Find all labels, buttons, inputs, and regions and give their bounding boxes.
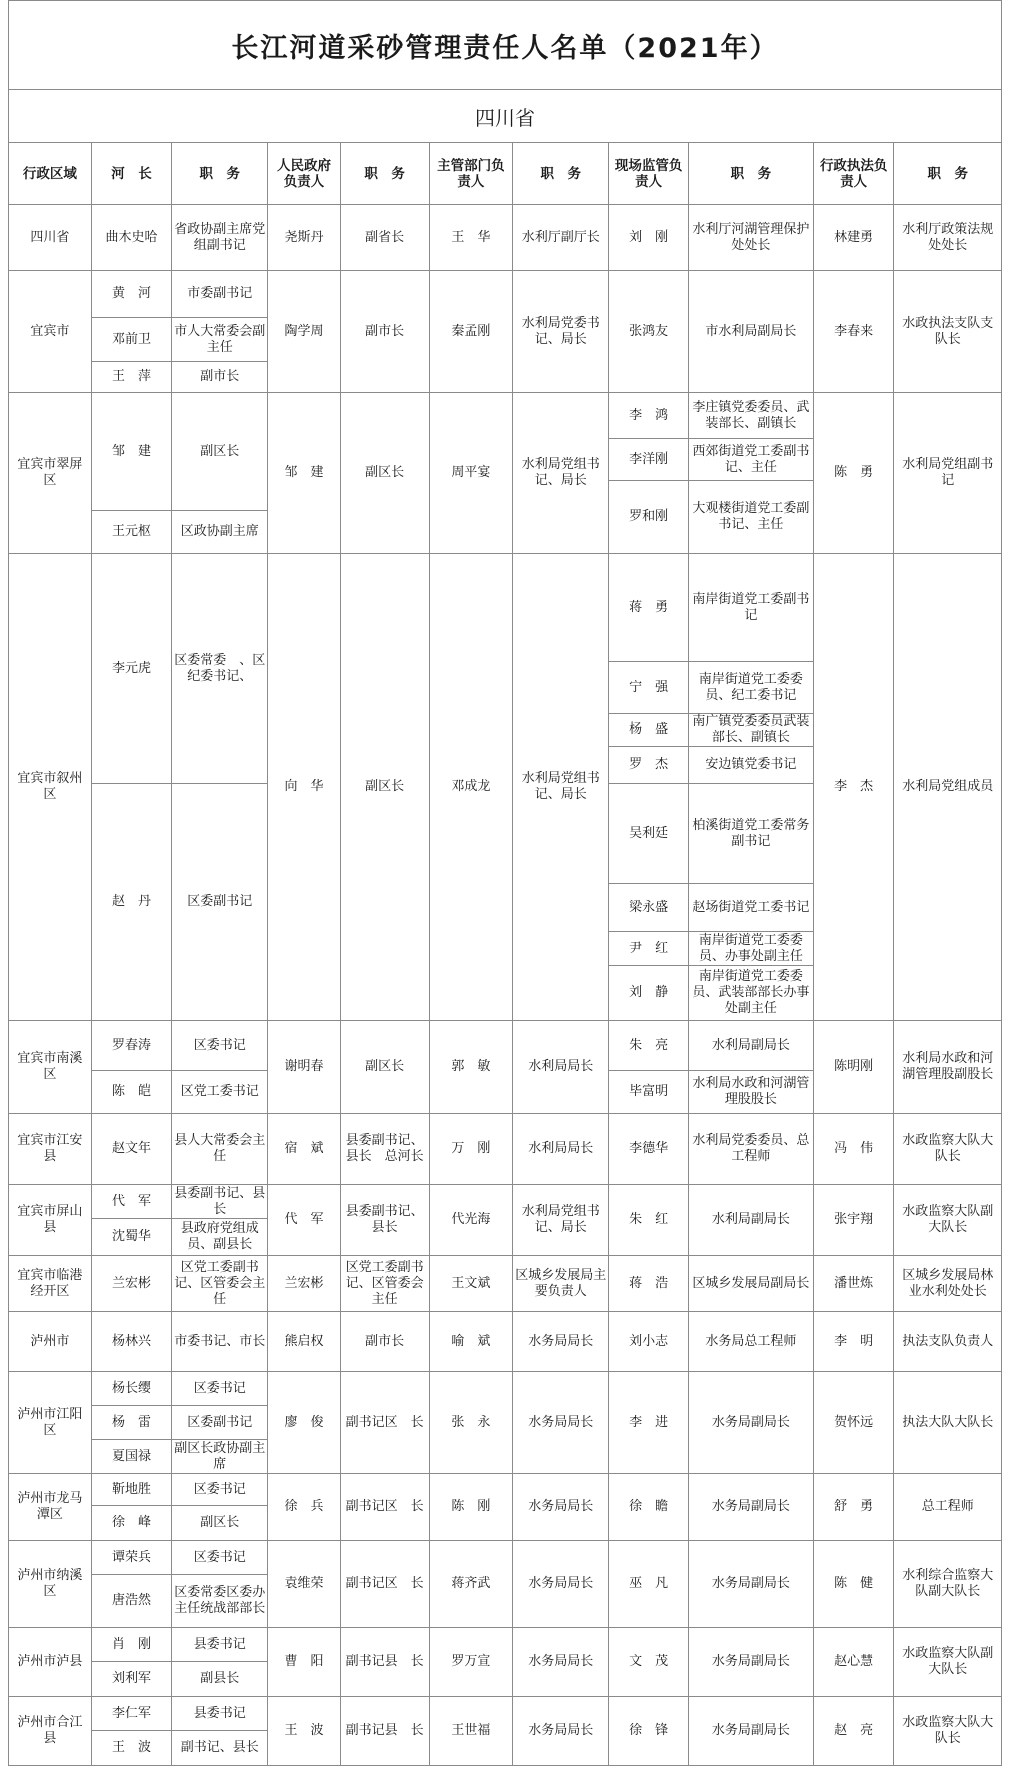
- dept-leader-title-cell: 水利局党组书记、局长: [513, 1185, 609, 1256]
- dept-leader-title-cell: 水利局党组书记、局长: [513, 554, 609, 1021]
- law-enforcement-name-cell: 赵心慧: [813, 1628, 894, 1697]
- page-title: 长江河道采砂管理责任人名单（2021年）: [8, 0, 1002, 89]
- site-supervisor-title-cell: 水务局副局长: [688, 1697, 813, 1766]
- site-supervisor-title-cell: 水利厅河湖管理保护处处长: [688, 205, 813, 271]
- law-enforcement-title-cell: 水政监察大队副大队长: [894, 1185, 1002, 1256]
- dept-leader-title-cell: 水利局局长: [513, 1021, 609, 1114]
- site-supervisor-title-cell: 大观楼街道党工委副书记、主任: [688, 481, 813, 554]
- gov-leader-name-cell: 陶学周: [268, 271, 340, 393]
- law-enforcement-title-cell: 水政执法支队支队长: [894, 271, 1002, 393]
- law-enforcement-title-cell: 水利厅政策法规处处长: [894, 205, 1002, 271]
- gov-leader-name-cell: 袁维荣: [268, 1541, 340, 1628]
- region-name-cell: 泸州市: [9, 1312, 92, 1372]
- site-supervisor-title-cell: 水务局副局长: [688, 1541, 813, 1628]
- site-supervisor-title-cell: 区城乡发展局副局长: [688, 1256, 813, 1312]
- site-supervisor-title-cell: 水务局副局长: [688, 1628, 813, 1697]
- river-chief-name-cell: 邹 建: [91, 393, 172, 511]
- river-chief-title-cell: 区委书记: [172, 1372, 268, 1406]
- law-enforcement-title-cell: 执法大队大队长: [894, 1372, 1002, 1474]
- dept-leader-title-cell: 水务局局长: [513, 1372, 609, 1474]
- gov-leader-title-cell: 副区长: [340, 554, 429, 1021]
- gov-leader-title-cell: 副省长: [340, 205, 429, 271]
- river-chief-title-cell: 副区长: [172, 1506, 268, 1541]
- site-supervisor-name-cell: 李 鸿: [609, 393, 689, 439]
- dept-leader-name-cell: 陈 刚: [429, 1474, 513, 1541]
- site-supervisor-name-cell: 罗和刚: [609, 481, 689, 554]
- site-supervisor-name-cell: 蒋 浩: [609, 1256, 689, 1312]
- law-enforcement-name-cell: 李 杰: [813, 554, 894, 1021]
- gov-leader-title-cell: 副市长: [340, 271, 429, 393]
- site-supervisor-name-cell: 杨 盛: [609, 714, 689, 747]
- region-name-cell: 宜宾市屏山县: [9, 1185, 92, 1256]
- gov-leader-name-cell: 向 华: [268, 554, 340, 1021]
- header-row: [9, 143, 1002, 205]
- dept-leader-title-cell: 水务局局长: [513, 1541, 609, 1628]
- site-supervisor-title-cell: 南广镇党委委员武装部长、副镇长: [688, 714, 813, 747]
- gov-leader-title-cell: 副书记区 长: [340, 1474, 429, 1541]
- law-enforcement-title-cell: 水利局党组副书记: [894, 393, 1002, 554]
- gov-leader-name-cell: 宿 斌: [268, 1114, 340, 1185]
- river-chief-title-cell: 市委书记、市长: [172, 1312, 268, 1372]
- dept-leader-title-cell: 区城乡发展局主要负责人: [513, 1256, 609, 1312]
- law-enforcement-name-cell: 舒 勇: [813, 1474, 894, 1541]
- river-chief-title-cell: 区党工委副书记、区管委会主任: [172, 1256, 268, 1312]
- site-supervisor-name-cell: 徐 瞻: [609, 1474, 689, 1541]
- header-cell: 现场监管负责人: [609, 143, 689, 205]
- law-enforcement-title-cell: 执法支队负责人: [894, 1312, 1002, 1372]
- site-supervisor-name-cell: 文 茂: [609, 1628, 689, 1697]
- header-cell: 职 务: [513, 143, 609, 205]
- dept-leader-name-cell: 邓成龙: [429, 554, 513, 1021]
- law-enforcement-title-cell: 水利局党组成员: [894, 554, 1002, 1021]
- region-name-cell: 宜宾市叙州区: [9, 554, 92, 1021]
- river-chief-name-cell: 徐 峰: [91, 1506, 172, 1541]
- site-supervisor-name-cell: 罗 杰: [609, 747, 689, 784]
- law-enforcement-name-cell: 贺怀远: [813, 1372, 894, 1474]
- province-heading: 四川省: [8, 89, 1002, 142]
- gov-leader-name-cell: 谢明春: [268, 1021, 340, 1114]
- river-chief-title-cell: 市人大常委会副主任: [172, 318, 268, 362]
- region-name-cell: 泸州市泸县: [9, 1628, 92, 1697]
- dept-leader-name-cell: 蒋齐武: [429, 1541, 513, 1628]
- header-cell: 职 务: [688, 143, 813, 205]
- law-enforcement-name-cell: 陈 健: [813, 1541, 894, 1628]
- responsibility-table: [8, 142, 1002, 1766]
- site-supervisor-name-cell: 刘 静: [609, 966, 689, 1021]
- river-chief-title-cell: 县人大常委会主任: [172, 1114, 268, 1185]
- table-row: [9, 1256, 1002, 1312]
- site-supervisor-title-cell: 水利局副局长: [688, 1021, 813, 1071]
- law-enforcement-name-cell: 张宇翔: [813, 1185, 894, 1256]
- region-name-cell: 宜宾市翠屏区: [9, 393, 92, 554]
- site-supervisor-name-cell: 徐 锋: [609, 1697, 689, 1766]
- region-name-cell: 四川省: [9, 205, 92, 271]
- header-cell: 人民政府负责人: [268, 143, 340, 205]
- site-supervisor-title-cell: 李庄镇党委委员、武装部长、副镇长: [688, 393, 813, 439]
- river-chief-name-cell: 靳地胜: [91, 1474, 172, 1506]
- gov-leader-title-cell: 副书记区 长: [340, 1541, 429, 1628]
- table-row: [9, 1185, 1002, 1219]
- site-supervisor-title-cell: 水务局副局长: [688, 1372, 813, 1474]
- river-chief-title-cell: 市委副书记: [172, 271, 268, 318]
- header-cell: 主管部门负责人: [429, 143, 513, 205]
- table-body: [9, 143, 1002, 1766]
- dept-leader-title-cell: 水利局局长: [513, 1114, 609, 1185]
- header-cell: 河 长: [91, 143, 172, 205]
- river-chief-title-cell: 区委副书记: [172, 1406, 268, 1440]
- table-row: [9, 1312, 1002, 1372]
- site-supervisor-title-cell: 南岸街道党工委委员、办事处副主任: [688, 932, 813, 966]
- river-chief-name-cell: 王 萍: [91, 362, 172, 393]
- dept-leader-name-cell: 秦孟刚: [429, 271, 513, 393]
- site-supervisor-title-cell: 水利局党委委员、总工程师: [688, 1114, 813, 1185]
- gov-leader-title-cell: 副书记县 长: [340, 1628, 429, 1697]
- gov-leader-name-cell: 熊启权: [268, 1312, 340, 1372]
- river-chief-name-cell: 夏国禄: [91, 1440, 172, 1474]
- region-name-cell: 宜宾市临港经开区: [9, 1256, 92, 1312]
- header-cell: 职 务: [340, 143, 429, 205]
- region-name-cell: 宜宾市江安县: [9, 1114, 92, 1185]
- dept-leader-name-cell: 王文斌: [429, 1256, 513, 1312]
- dept-leader-name-cell: 喻 斌: [429, 1312, 513, 1372]
- site-supervisor-title-cell: 安边镇党委书记: [688, 747, 813, 784]
- region-name-cell: 泸州市江阳区: [9, 1372, 92, 1474]
- law-enforcement-title-cell: 水利综合监察大队副大队长: [894, 1541, 1002, 1628]
- river-chief-title-cell: 区委书记: [172, 1541, 268, 1575]
- gov-leader-title-cell: 县委副书记、县长 总河长: [340, 1114, 429, 1185]
- river-chief-name-cell: 王 波: [91, 1731, 172, 1766]
- law-enforcement-name-cell: 潘世炼: [813, 1256, 894, 1312]
- table-row: [9, 1021, 1002, 1071]
- law-enforcement-name-cell: 陈明刚: [813, 1021, 894, 1114]
- dept-leader-title-cell: 水利局党委书记、局长: [513, 271, 609, 393]
- river-chief-name-cell: 王元枢: [91, 511, 172, 554]
- gov-leader-title-cell: 区党工委副书记、区管委会主任: [340, 1256, 429, 1312]
- dept-leader-title-cell: 水务局局长: [513, 1697, 609, 1766]
- river-chief-title-cell: 副书记、县长: [172, 1731, 268, 1766]
- gov-leader-title-cell: 副市长: [340, 1312, 429, 1372]
- site-supervisor-name-cell: 蒋 勇: [609, 554, 689, 662]
- site-supervisor-name-cell: 尹 红: [609, 932, 689, 966]
- site-supervisor-name-cell: 吴利廷: [609, 784, 689, 884]
- river-chief-title-cell: 县委书记: [172, 1628, 268, 1662]
- river-chief-title-cell: 区委书记: [172, 1474, 268, 1506]
- law-enforcement-title-cell: 水政监察大队大队长: [894, 1114, 1002, 1185]
- site-supervisor-title-cell: 水务局总工程师: [688, 1312, 813, 1372]
- site-supervisor-title-cell: 市水利局副局长: [688, 271, 813, 393]
- site-supervisor-title-cell: 南岸街道党工委委员、武装部部长办事处副主任: [688, 966, 813, 1021]
- site-supervisor-title-cell: 水务局副局长: [688, 1474, 813, 1541]
- river-chief-name-cell: 赵 丹: [91, 784, 172, 1021]
- river-chief-title-cell: 县委副书记、县长: [172, 1185, 268, 1219]
- table-row: [9, 1372, 1002, 1406]
- law-enforcement-title-cell: 水政监察大队副大队长: [894, 1628, 1002, 1697]
- site-supervisor-name-cell: 梁永盛: [609, 884, 689, 932]
- law-enforcement-title-cell: 水利局水政和河湖管理股副股长: [894, 1021, 1002, 1114]
- river-chief-name-cell: 唐浩然: [91, 1575, 172, 1628]
- dept-leader-name-cell: 郭 敏: [429, 1021, 513, 1114]
- river-chief-title-cell: 区委书记: [172, 1021, 268, 1071]
- gov-leader-title-cell: 副书记县 长: [340, 1697, 429, 1766]
- river-chief-name-cell: 杨林兴: [91, 1312, 172, 1372]
- dept-leader-title-cell: 水利厅副厅长: [513, 205, 609, 271]
- law-enforcement-name-cell: 李春来: [813, 271, 894, 393]
- site-supervisor-name-cell: 巫 凡: [609, 1541, 689, 1628]
- river-chief-name-cell: 代 军: [91, 1185, 172, 1219]
- gov-leader-name-cell: 邹 建: [268, 393, 340, 554]
- law-enforcement-name-cell: 林建勇: [813, 205, 894, 271]
- header-cell: 行政执法负责人: [813, 143, 894, 205]
- table-row: [9, 1114, 1002, 1185]
- river-chief-name-cell: 兰宏彬: [91, 1256, 172, 1312]
- site-supervisor-title-cell: 南岸街道党工委委员、纪工委书记: [688, 662, 813, 714]
- site-supervisor-name-cell: 李洋刚: [609, 439, 689, 481]
- table-row: [9, 554, 1002, 619]
- dept-leader-title-cell: 水务局局长: [513, 1474, 609, 1541]
- header-cell: 职 务: [172, 143, 268, 205]
- river-chief-title-cell: 副市长: [172, 362, 268, 393]
- river-chief-title-cell: 省政协副主席党组副书记: [172, 205, 268, 271]
- river-chief-name-cell: 罗春涛: [91, 1021, 172, 1071]
- site-supervisor-title-cell: 西郊街道党工委副书记、主任: [688, 439, 813, 481]
- region-name-cell: 泸州市龙马潭区: [9, 1474, 92, 1541]
- gov-leader-title-cell: 副区长: [340, 393, 429, 554]
- river-chief-title-cell: 区党工委书记: [172, 1071, 268, 1114]
- river-chief-title-cell: 区委常委 、区纪委书记、: [172, 554, 268, 784]
- dept-leader-name-cell: 罗万宣: [429, 1628, 513, 1697]
- law-enforcement-title-cell: 水政监察大队大队长: [894, 1697, 1002, 1766]
- dept-leader-name-cell: 王 华: [429, 205, 513, 271]
- site-supervisor-title-cell: 赵场街道党工委书记: [688, 884, 813, 932]
- river-chief-name-cell: 沈蜀华: [91, 1219, 172, 1256]
- site-supervisor-name-cell: 李 进: [609, 1372, 689, 1474]
- river-chief-title-cell: 副县长: [172, 1662, 268, 1697]
- dept-leader-name-cell: 王世福: [429, 1697, 513, 1766]
- law-enforcement-title-cell: 总工程师: [894, 1474, 1002, 1541]
- dept-leader-name-cell: 万 刚: [429, 1114, 513, 1185]
- river-chief-name-cell: 谭荣兵: [91, 1541, 172, 1575]
- region-name-cell: 泸州市纳溪区: [9, 1541, 92, 1628]
- region-name-cell: 宜宾市: [9, 271, 92, 393]
- table-row: [9, 205, 1002, 271]
- dept-leader-title-cell: 水利局党组书记、局长: [513, 393, 609, 554]
- river-chief-title-cell: 县政府党组成员、副县长: [172, 1219, 268, 1256]
- gov-leader-title-cell: 副区长: [340, 1021, 429, 1114]
- river-chief-title-cell: 区委常委区委办主任统战部部长: [172, 1575, 268, 1628]
- gov-leader-name-cell: 徐 兵: [268, 1474, 340, 1541]
- law-enforcement-name-cell: 赵 亮: [813, 1697, 894, 1766]
- river-chief-title-cell: 副区长政协副主席: [172, 1440, 268, 1474]
- site-supervisor-title-cell: 柏溪街道党工委常务副书记: [688, 784, 813, 884]
- table-row: [9, 1628, 1002, 1662]
- gov-leader-title-cell: 县委副书记、县长: [340, 1185, 429, 1256]
- law-enforcement-name-cell: 冯 伟: [813, 1114, 894, 1185]
- site-supervisor-name-cell: 李德华: [609, 1114, 689, 1185]
- table-row: [9, 1541, 1002, 1575]
- site-supervisor-title-cell: 水利局副局长: [688, 1185, 813, 1256]
- table-row: [9, 1697, 1002, 1731]
- river-chief-name-cell: 肖 刚: [91, 1628, 172, 1662]
- site-supervisor-name-cell: 朱 亮: [609, 1021, 689, 1071]
- dept-leader-name-cell: 代光海: [429, 1185, 513, 1256]
- dept-leader-name-cell: 张 永: [429, 1372, 513, 1474]
- site-supervisor-name-cell: 朱 红: [609, 1185, 689, 1256]
- river-chief-name-cell: 曲木史哈: [91, 205, 172, 271]
- river-chief-name-cell: 赵文年: [91, 1114, 172, 1185]
- river-chief-name-cell: 李仁军: [91, 1697, 172, 1731]
- header-cell: 行政区域: [9, 143, 92, 205]
- river-chief-title-cell: 区政协副主席: [172, 511, 268, 554]
- river-chief-name-cell: 李元虎: [91, 554, 172, 784]
- river-chief-name-cell: 杨长缨: [91, 1372, 172, 1406]
- dept-leader-title-cell: 水务局局长: [513, 1312, 609, 1372]
- gov-leader-name-cell: 代 军: [268, 1185, 340, 1256]
- site-supervisor-name-cell: 宁 强: [609, 662, 689, 714]
- river-chief-title-cell: 区委副书记: [172, 784, 268, 1021]
- river-chief-name-cell: 陈 皑: [91, 1071, 172, 1114]
- river-chief-name-cell: 黄 河: [91, 271, 172, 318]
- region-name-cell: 泸州市合江县: [9, 1697, 92, 1766]
- table-row: [9, 1474, 1002, 1506]
- gov-leader-name-cell: 廖 俊: [268, 1372, 340, 1474]
- law-enforcement-title-cell: 区城乡发展局林业水利处处长: [894, 1256, 1002, 1312]
- header-cell: 职 务: [894, 143, 1002, 205]
- site-supervisor-name-cell: 毕富明: [609, 1071, 689, 1114]
- river-chief-title-cell: 县委书记: [172, 1697, 268, 1731]
- dept-leader-title-cell: 水务局局长: [513, 1628, 609, 1697]
- river-chief-title-cell: 副区长: [172, 393, 268, 511]
- table-row: [9, 393, 1002, 439]
- region-name-cell: 宜宾市南溪区: [9, 1021, 92, 1114]
- gov-leader-name-cell: 尧斯丹: [268, 205, 340, 271]
- site-supervisor-title-cell: 水利局水政和河湖管理股股长: [688, 1071, 813, 1114]
- river-chief-name-cell: 刘利军: [91, 1662, 172, 1697]
- dept-leader-name-cell: 周平宴: [429, 393, 513, 554]
- law-enforcement-name-cell: 陈 勇: [813, 393, 894, 554]
- gov-leader-name-cell: 曹 阳: [268, 1628, 340, 1697]
- gov-leader-title-cell: 副书记区 长: [340, 1372, 429, 1474]
- document-sheet: [8, 0, 1002, 1766]
- site-supervisor-title-cell: 南岸街道党工委副书记: [688, 554, 813, 662]
- law-enforcement-name-cell: 李 明: [813, 1312, 894, 1372]
- river-chief-name-cell: 邓前卫: [91, 318, 172, 362]
- gov-leader-name-cell: 兰宏彬: [268, 1256, 340, 1312]
- site-supervisor-name-cell: 刘小志: [609, 1312, 689, 1372]
- table-row: [9, 271, 1002, 318]
- site-supervisor-name-cell: 刘 刚: [609, 205, 689, 271]
- site-supervisor-name-cell: 张鸿友: [609, 271, 689, 393]
- gov-leader-name-cell: 王 波: [268, 1697, 340, 1766]
- river-chief-name-cell: 杨 雷: [91, 1406, 172, 1440]
